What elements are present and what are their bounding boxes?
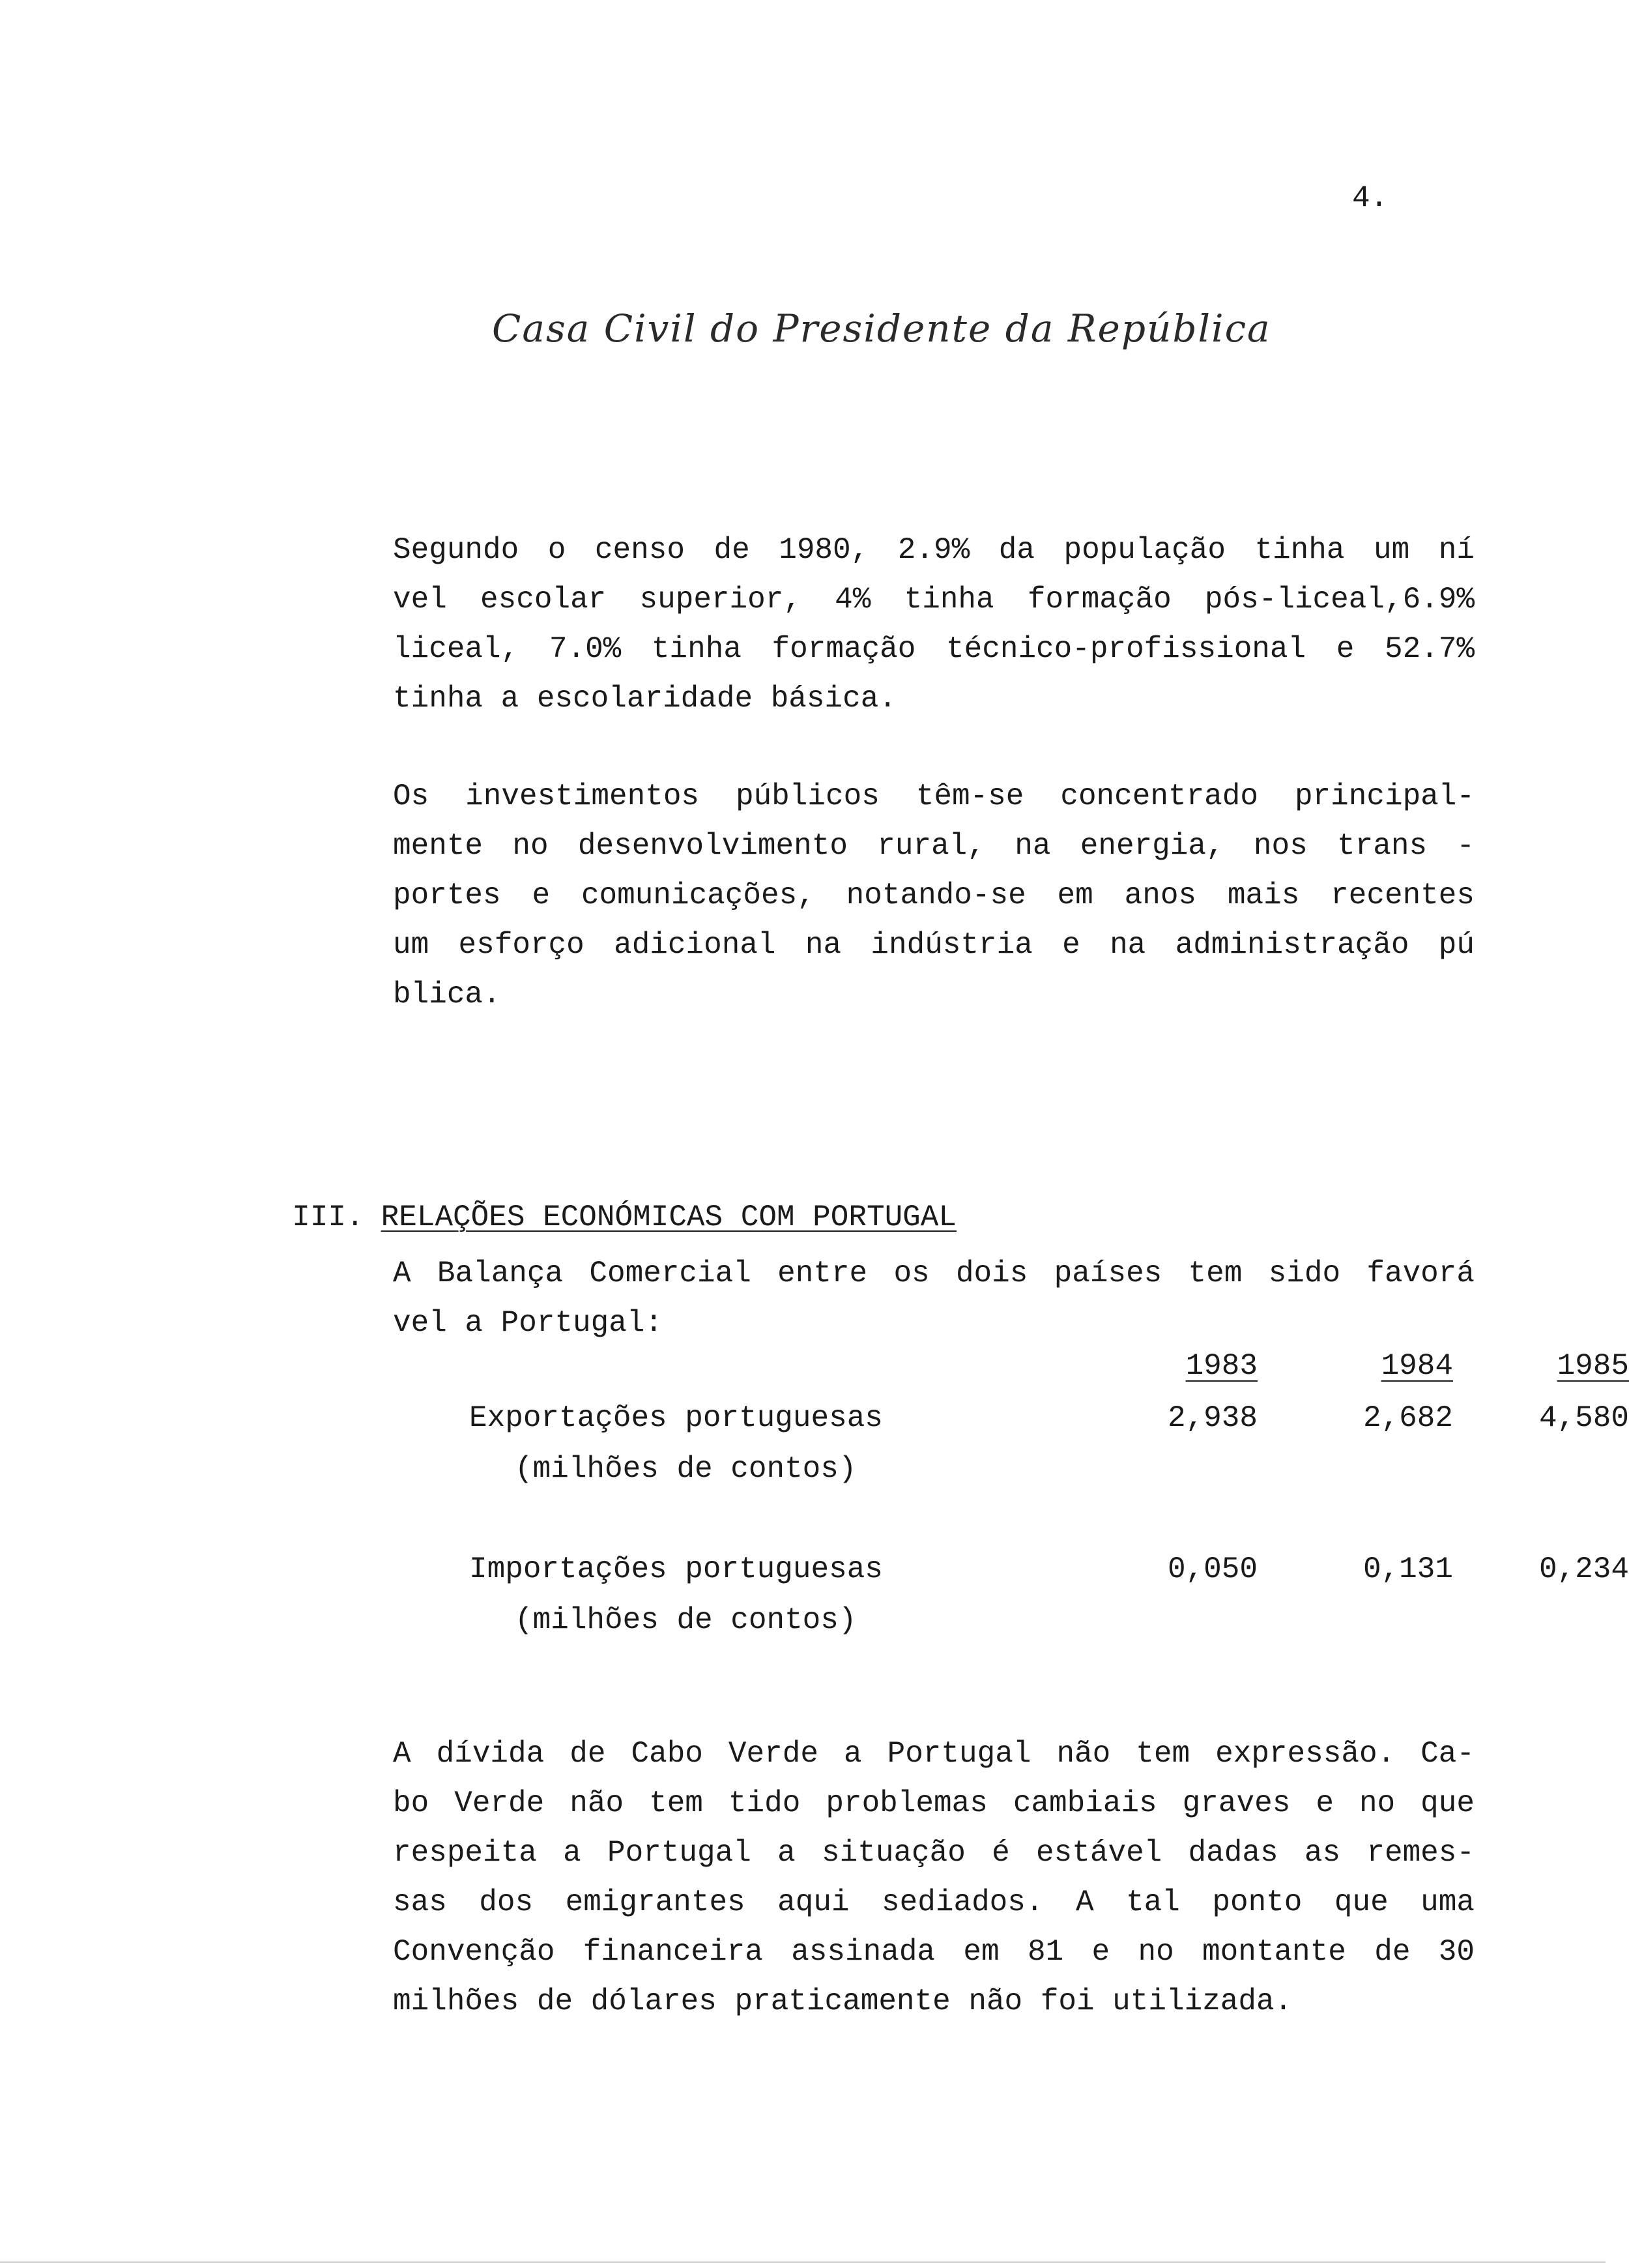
- section-heading: [256, 1167, 957, 1234]
- year-header: 1983: [1185, 1349, 1258, 1383]
- table-cell: 2,938: [1167, 1401, 1258, 1435]
- text-line: mente no desenvolvimento rural, na energia, nos trans -: [393, 829, 1475, 863]
- text-line: A Balança Comercial entre os dois países tem sido favorá: [393, 1257, 1475, 1290]
- table-cell: 4,580: [1538, 1401, 1629, 1435]
- section-title: RELAÇÕES ECONÓMICAS COM PORTUGAL: [381, 1200, 957, 1234]
- text-line: milhões de dólares praticamente não foi utilizada.: [393, 1984, 1293, 2018]
- text-line: Convenção financeira assinada em 81 e no montante de 30: [393, 1935, 1475, 1969]
- year-header: 1985: [1557, 1349, 1629, 1383]
- text-line: tinha a escolaridade básica.: [393, 682, 897, 716]
- row-unit: (milhões de contos): [515, 1452, 857, 1486]
- text-line: Segundo o censo de 1980, 2.9% da população tinha um ní: [393, 533, 1475, 567]
- paragraph-census: [393, 525, 1475, 723]
- page-number: 4.: [1352, 181, 1389, 215]
- section-number: III.: [292, 1200, 364, 1234]
- scan-edge-line: [0, 2261, 1606, 2263]
- row-unit: (milhões de contos): [515, 1603, 857, 1637]
- text-line: vel a Portugal:: [393, 1306, 663, 1340]
- paragraph-balance-intro: [393, 1249, 1475, 1348]
- table-cell: 2,682: [1362, 1401, 1453, 1435]
- table-cell: 0,234: [1538, 1552, 1629, 1586]
- paragraph-debt: [393, 1729, 1475, 2026]
- text-line: liceal, 7.0% tinha formação técnico-profissional e 52.7%: [393, 632, 1475, 666]
- text-line: blica.: [393, 978, 501, 1011]
- row-label-imports: Importações portuguesas: [469, 1552, 883, 1586]
- text-line: respeita a Portugal a situação é estável dadas as remes-: [393, 1836, 1475, 1870]
- letterhead-title: Casa Civil do Presidente da República: [492, 306, 1271, 351]
- year-header: 1984: [1381, 1349, 1453, 1383]
- text-line: A dívida de Cabo Verde a Portugal não tem expressão. Ca-: [393, 1737, 1475, 1771]
- text-line: sas dos emigrantes aqui sediados. A tal ponto que uma: [393, 1885, 1475, 1919]
- row-label-exports: Exportações portuguesas: [469, 1401, 883, 1435]
- text-line: Os investimentos públicos têm-se concentrado principal-: [393, 779, 1475, 813]
- text-line: um esforço adicional na indústria e na administração pú: [393, 928, 1475, 962]
- text-line: bo Verde não tem tido problemas cambiais graves e no que: [393, 1786, 1475, 1820]
- text-line: portes e comunicações, notando-se em anos mais recentes: [393, 879, 1475, 912]
- table-cell: 0,050: [1167, 1552, 1258, 1586]
- text-line: vel escolar superior, 4% tinha formação pós-liceal,6.9%: [393, 583, 1475, 617]
- table-cell: 0,131: [1362, 1552, 1453, 1586]
- paragraph-investments: [393, 772, 1475, 1019]
